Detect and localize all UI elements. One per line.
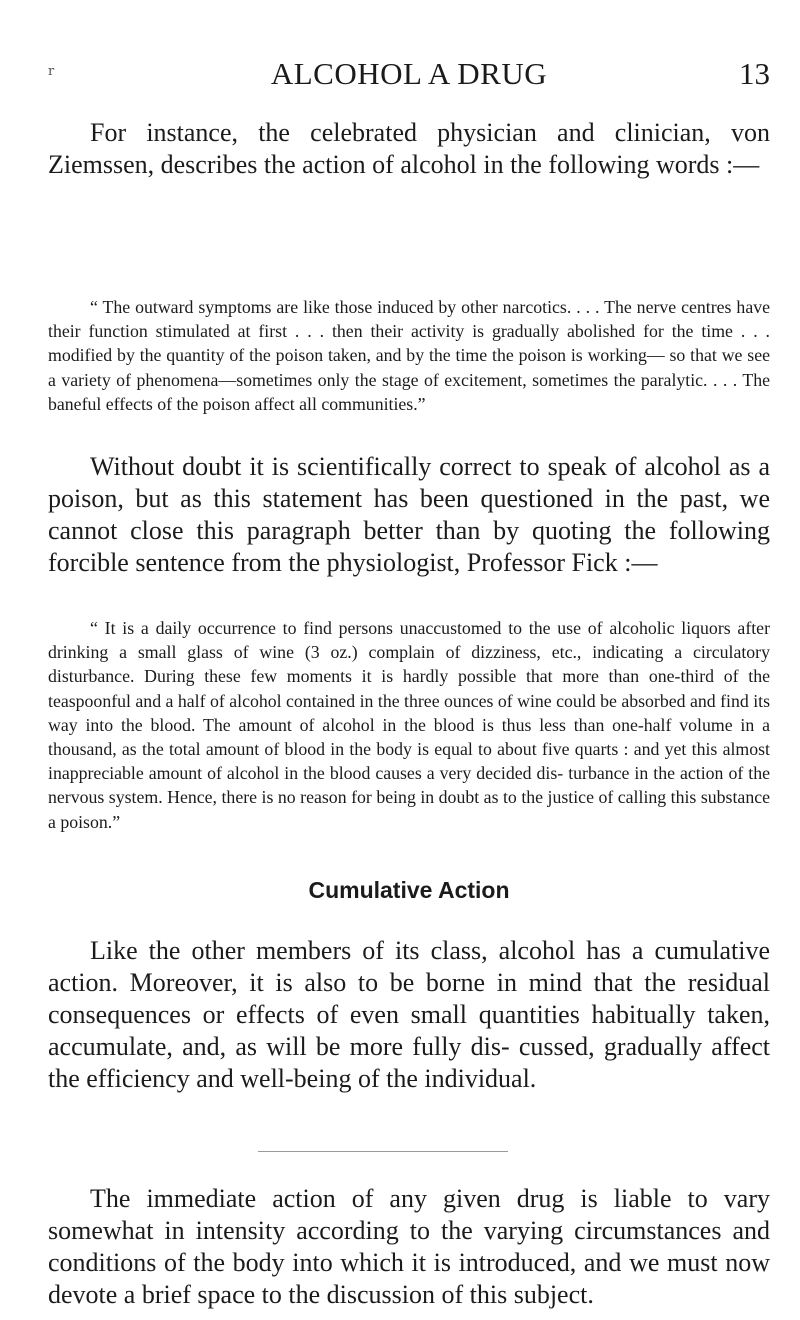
corner-mark: r bbox=[48, 64, 55, 79]
paragraph-without-doubt: Without doubt it is scientifically correct to speak of alcohol as a poison, but as this statement has been questioned in the past, we cannot close this paragraph better than by quoting the following forcible sentence from the physiologist, Professor Fick :— bbox=[48, 452, 770, 577]
page-number: 13 bbox=[739, 56, 770, 91]
quote-fick: “ It is a daily occurrence to find persons unaccustomed to the use of alcoholic liquors after drinking a small glass of wine (3 oz.) complain of dizziness, etc., indicating a circulatory disturbance. During these few moments it is hardly possible that more than one-third of the teaspoonful and a half of alcohol contained in the three ounces of wine could be absorbed and find its way into the blood. The amount of alcohol in the blood is thus less than one-half volume in a thousand, as the total amount of blood in the body is equal to about five quarts : and yet this almost inappreciable amount of alcohol in the blood causes a very decided dis- turbance in the action of the nervous system. Hence, there is no reason for being in doubt as to the justice of calling this substance a poison.” bbox=[48, 618, 770, 832]
quote-ziemssen: “ The outward symptoms are like those induced by other narcotics. . . . The nerve centres have their function stimulated at first . . . then their activity is gradually abolished for the time . . . modified by the quantity of the poison taken, and by the time the poison is working— so that we see a variety of phenomena—sometimes only the stage of excitement, sometimes the paralytic. . . . The baneful effects of the poison affect all communities.” bbox=[48, 297, 770, 414]
section-divider bbox=[258, 1151, 508, 1152]
page-header bbox=[48, 56, 770, 96]
paragraph-intro: For instance, the celebrated physician and clinician, von Ziemssen, describes the action of alcohol in the following words :— bbox=[48, 118, 770, 179]
paragraph-cumulative-action: Like the other members of its class, alcohol has a cumulative action. Moreover, it is also to be borne in mind that the residual consequences or effects of even small quantities habitually taken, accumulate, and, as will be more fully dis- cussed, gradually affect the efficiency and well-being of the individual. bbox=[48, 936, 770, 1093]
section-heading: Cumulative Action bbox=[308, 877, 510, 903]
running-head: ALCOHOL A DRUG bbox=[270, 56, 548, 91]
paragraph-immediate-action: The immediate action of any given drug is liable to vary somewhat in intensity according to the varying circumstances and conditions of the body into which it is introduced, and we must now devote a brief space to the discussion of this subject. bbox=[48, 1184, 770, 1309]
